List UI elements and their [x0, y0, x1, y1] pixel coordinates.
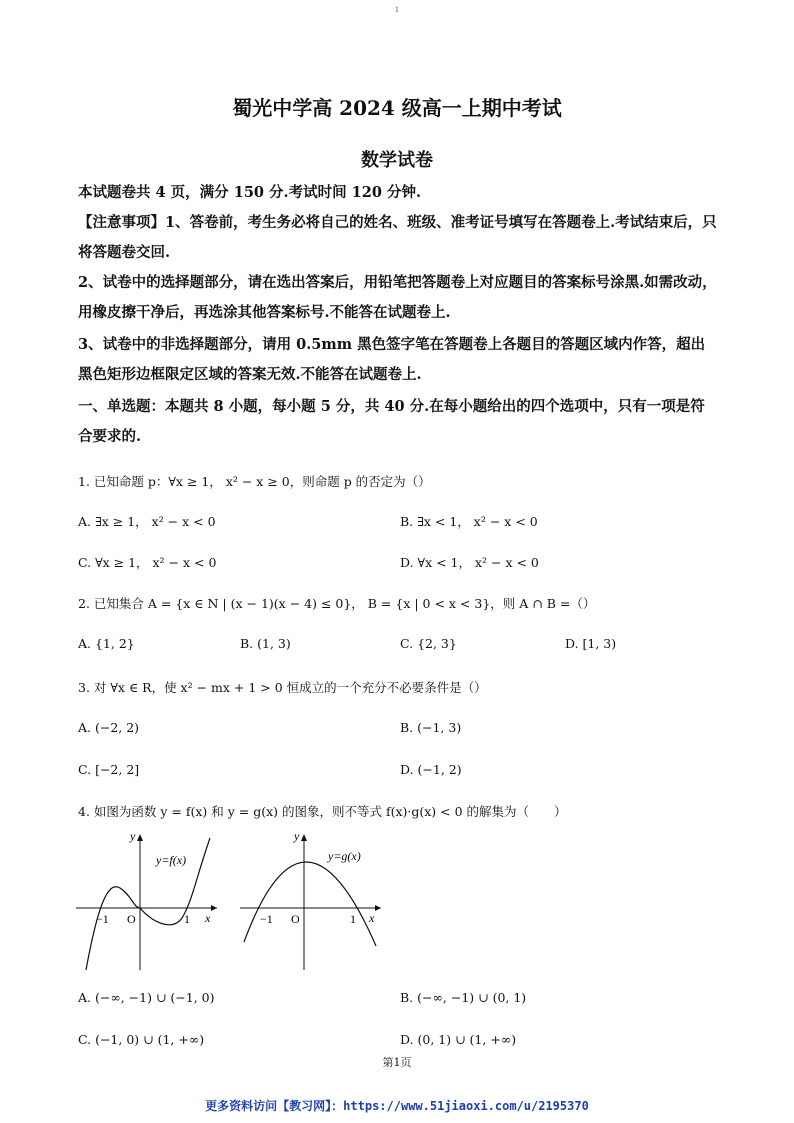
q4-option-b[interactable]: B. (−∞, −1) ∪ (0, 1)	[400, 990, 527, 1005]
q3-option-b[interactable]: B. (−1, 3)	[400, 720, 462, 735]
section-heading: 一、单选题：本题共 8 小题，每小题 5 分，共 40 分.在每小题给出的四个选项中，只有一项是符合要求的.	[78, 398, 705, 445]
exam-title: 蜀光中学高 2024 级高一上期中考试	[232, 96, 562, 120]
q2-option-d[interactable]: D. [1, 3)	[565, 636, 617, 651]
q4-option-a[interactable]: A. (−∞, −1) ∪ (−1, 0)	[78, 990, 215, 1005]
f-curve-label: y=f(x)	[156, 853, 187, 867]
f-neg-one: −1	[96, 912, 109, 926]
question-1-stem: 1. 已知命题 p：∀x ≥ 1， x² − x ≥ 0，则命题 p 的否定为（）	[78, 474, 431, 489]
question-4-stem: 4. 如图为函数 y = f(x) 和 y = g(x) 的图象，则不等式 f(x)·g(x) < 0 的解集为（ ）	[78, 804, 567, 819]
f-x-label: x	[205, 911, 211, 925]
resource-link[interactable]: 更多资料访问【教习网】：https://www.51jiaoxi.com/u/2195370	[205, 1099, 589, 1113]
f-y-label: y	[130, 830, 136, 843]
g-curve	[244, 862, 376, 946]
q1-option-a[interactable]: A. ∃x ≥ 1， x² − x < 0	[78, 514, 216, 529]
page-marker: 1	[394, 6, 400, 14]
q2-option-a[interactable]: A. {1, 2}	[78, 636, 135, 651]
graph-g	[236, 830, 386, 975]
q4-option-d[interactable]: D. (0, 1) ∪ (1, +∞)	[400, 1032, 517, 1047]
q3-option-c[interactable]: C. [−2, 2]	[78, 762, 140, 777]
f-origin: O	[127, 912, 136, 926]
q3-option-a[interactable]: A. (−2, 2)	[78, 720, 140, 735]
graph-f	[72, 830, 222, 975]
page-number: 第1页	[382, 1056, 412, 1069]
g-curve-label: y=g(x)	[328, 849, 361, 863]
g-y-arrow	[301, 834, 307, 841]
g-origin: O	[291, 912, 300, 926]
q2-option-b[interactable]: B. (1, 3)	[240, 636, 291, 651]
q2-option-c[interactable]: C. {2, 3}	[400, 636, 457, 651]
f-y-arrow	[137, 834, 143, 841]
f-curve	[86, 838, 210, 970]
notice-3: 3、试卷中的非选择题部分，请用 0.5mm 黑色签字笔在答题卷上各题目的答题区域内作答，超出黑色矩形边框限定区域的答案无效.不能答在试题卷上.	[78, 336, 706, 383]
notice-1: 【注意事项】1、答卷前，考生务必将自己的姓名、班级、准考证号填写在答题卷上.考试结束后，只将答题卷交回.	[78, 214, 717, 261]
g-neg-one: −1	[260, 912, 273, 926]
notice-2: 2、试卷中的选择题部分，请在选出答案后，用铅笔把答题卷上对应题目的答案标号涂黑.如需改动，用橡皮擦干净后，再选涂其他答案标号.不能答在试题卷上.	[78, 274, 717, 321]
g-pos-one: 1	[350, 912, 356, 926]
f-x-arrow	[211, 905, 217, 911]
question-3-stem: 3. 对 ∀x ∈ R，使 x² − mx + 1 > 0 恒成立的一个充分不必要条件是（）	[78, 680, 487, 695]
intro-line: 本试题卷共 4 页，满分 150 分.考试时间 120 分钟.	[78, 184, 422, 201]
g-x-label: x	[369, 911, 375, 925]
g-x-arrow	[375, 905, 381, 911]
q4-option-c[interactable]: C. (−1, 0) ∪ (1, +∞)	[78, 1032, 205, 1047]
f-pos-one: 1	[184, 912, 190, 926]
question-2-stem: 2. 已知集合 A = {x ∈ N | (x − 1)(x − 4) ≤ 0}， B = {x | 0 < x < 3}，则 A ∩ B =（）	[78, 596, 596, 611]
q1-option-d[interactable]: D. ∀x < 1， x² − x < 0	[400, 555, 539, 570]
q3-option-d[interactable]: D. (−1, 2)	[400, 762, 462, 777]
q1-option-b[interactable]: B. ∃x < 1， x² − x < 0	[400, 514, 538, 529]
q1-option-c[interactable]: C. ∀x ≥ 1， x² − x < 0	[78, 555, 217, 570]
exam-subtitle: 数学试卷	[361, 150, 433, 171]
g-y-label: y	[294, 830, 300, 843]
